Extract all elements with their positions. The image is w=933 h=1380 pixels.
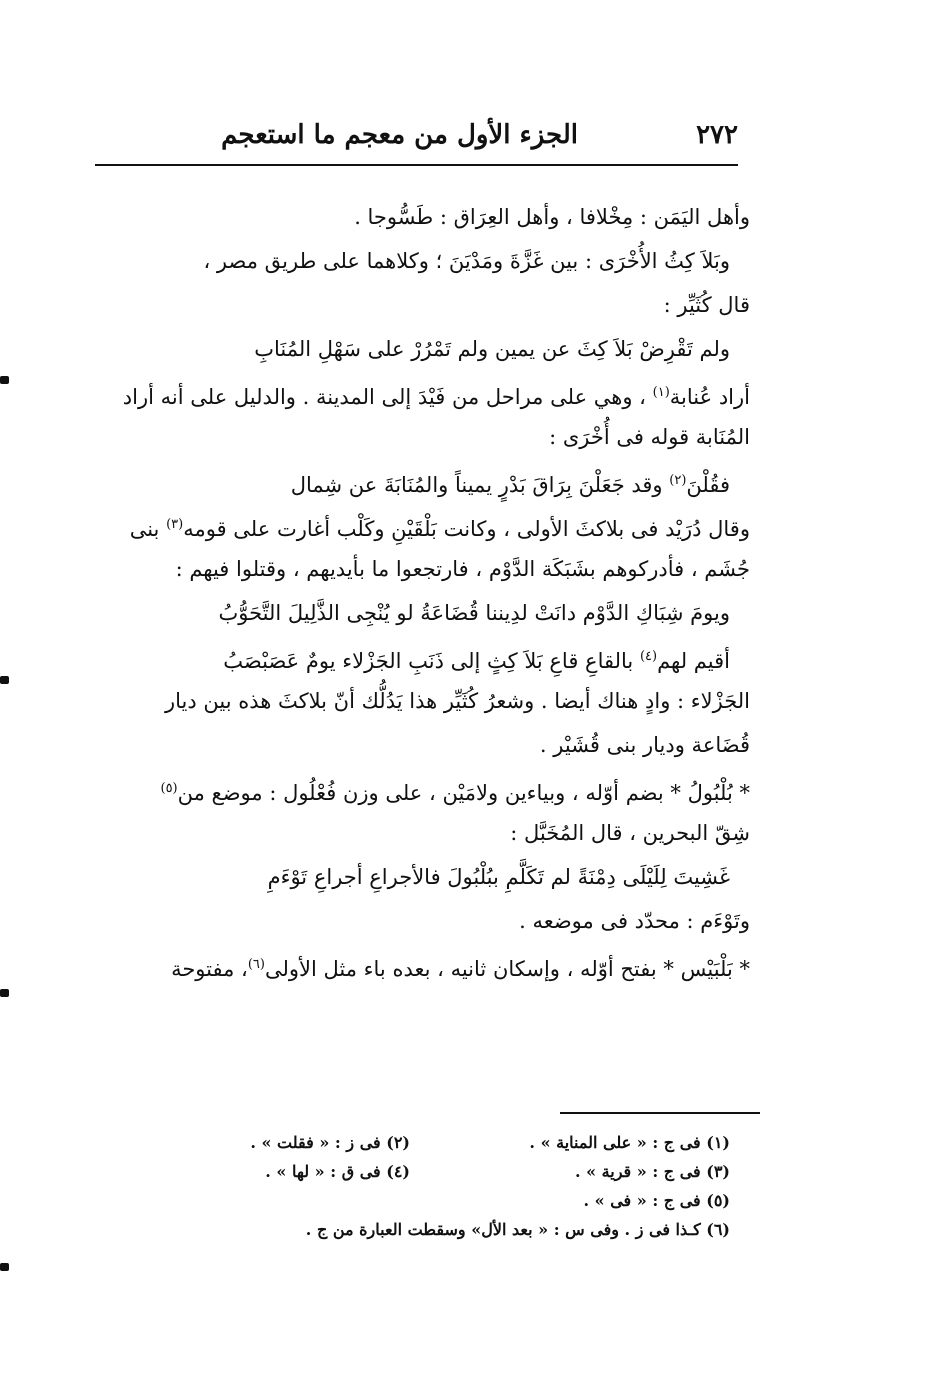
text-line: وقال دُرَيْد فى بلاكثَ الأولى ، وكانت بَلْقَيْنِ وكَلْب أغارت على قومه$^{(٣)}$ بنى (129, 517, 750, 541)
footnote-mark: (٣) (166, 517, 184, 532)
text-line: المُنَابة قوله فى أُخْرَى : (549, 425, 750, 449)
scan-edge-mark (0, 1263, 9, 1271)
footnotes (170, 1128, 730, 1244)
scan-edge-mark (0, 676, 9, 684)
verse-line: ولم تَقْرِضْ بَلاَ كِثَ عن يمين ولم تَمْرُرْ على سَهْلِ المُنَابِ (254, 337, 730, 361)
footnote-4: (٤) فى ق : « لها » . (265, 1162, 410, 1181)
verse-line: فقُلْنَ$^{(٢)}$ وقد جَعَلْنَ بِرَاقَ بَدْرٍ يميناً والمُنَابَةَ عن شِمال (290, 473, 730, 497)
footnote-mark: (١) (652, 385, 670, 400)
text-line: وتَوْءَم : محدّد فى موضعه . (519, 909, 750, 933)
main-text (100, 195, 750, 987)
text-line: جُشَم ، فأدركوهم بشَبَكَة الدَّوْم ، فارتجعوا ما بأيديهم ، وقتلوا فيهم : (175, 557, 750, 581)
entry-line: * بَلْبَيْس * بفتح أوّله ، وإسكان ثانيه ، بعده باء مثل الأولى$^{(٦)}$، مفتوحة (171, 957, 750, 981)
text-line: وأهل اليَمَن : مِخْلافا ، وأهل العِرَاق : طَسُّوجا . (354, 205, 750, 229)
text-line: قال كُثَيِّر : (663, 293, 750, 317)
footnote-6: (٦) كـذا فى ز . وفى س : « بعد الأل» وسقطت العبارة من ج . (305, 1220, 730, 1239)
footnote-mark: (٢) (669, 473, 687, 488)
page-header (95, 118, 738, 162)
footnote-mark: (٦) (247, 957, 265, 972)
header-rule (95, 164, 738, 166)
text-line: الجَزْلاء : وادٍ هناك أيضا . وشعرُ كُثَيِّر هذا يَدُلُّك أنّ بلاكثَ هذه بين ديار (164, 689, 750, 713)
entry-line: * بُلْبُولُ * بضم أوّله ، وبياءين ولامَيْن ، على وزن فُعْلُول : موضع من$^{(٥)}$ (160, 781, 750, 805)
footnote-mark: (٤) (639, 649, 658, 664)
verse-line: ويومَ شِبَاكِ الدَّوْم دانَتْ لدِيننا قُضَاعَةُ لو يُنْجِى الذَّلِيلَ التَّحَوُّبُ (218, 601, 730, 625)
footnote-5: (٥) فى ج : « فى » . (583, 1191, 730, 1210)
footnote-rule (560, 1112, 760, 1114)
text-line: قُضَاعة وديار بنى قُشَيْر . (539, 733, 750, 757)
scan-edge-mark (0, 989, 9, 997)
verse-line: أقيم لهم$^{(٤)}$ بالقاعِ قاعِ بَلاَ كِثٍ إلى ذَنَبِ الجَزْلاء يومٌ عَصَبْصَبُ (223, 649, 730, 673)
running-title: الجزء الأول من معجم ما استعجم (221, 120, 578, 150)
footnote-2: (٢) فى ز : « فقلت » . (250, 1133, 410, 1152)
verse-line: غَشِيتَ لِلَيْلَى دِمْنَةً لم تَكَلَّمِ ببُلْبُولَ فالأجراعِ أجراعِ تَوْءَمِ (267, 865, 730, 889)
footnote-1: (١) فى ج : « على المناية » . (529, 1133, 730, 1152)
footnote-mark: (٥) (160, 781, 178, 796)
text-line: أراد عُنابة$^{(١)}$ ، وهي على مراحل من فَيْدَ إلى المدينة . والدليل على أنه أراد (122, 385, 750, 409)
footnote-3: (٣) فى ج : « قرية » . (574, 1162, 730, 1181)
scan-edge-mark (0, 376, 9, 384)
text-line: شِقّ البحرين ، قال المُخَبَّل : (510, 821, 750, 845)
page-number: ٢٧٢ (696, 120, 738, 150)
text-line: وبَلاَ كِثُ الأُخْرَى : بين غَزَّةَ ومَدْيَنَ ؛ وكلاهما على طريق مصر ، (203, 249, 730, 273)
